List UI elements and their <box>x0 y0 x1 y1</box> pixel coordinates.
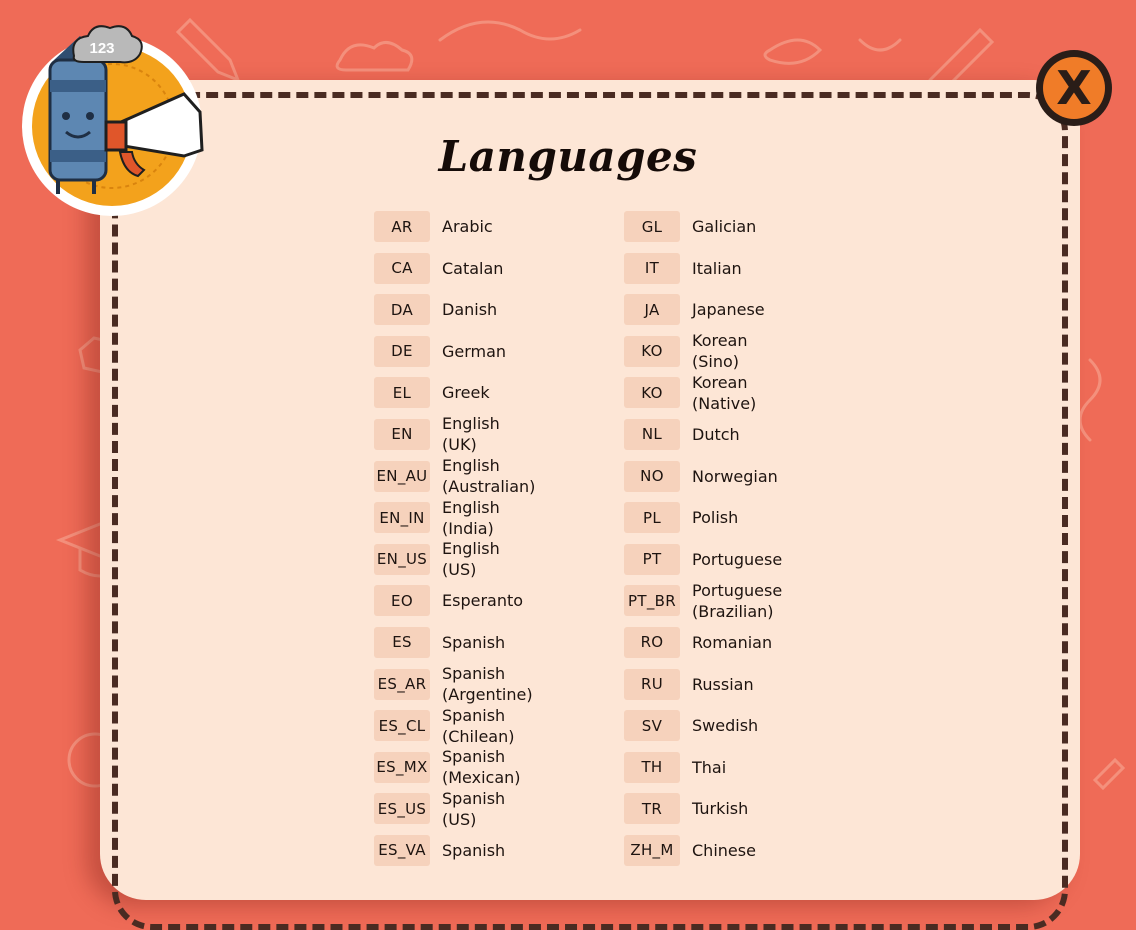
language-code: ES_MX <box>374 752 430 783</box>
language-code: IT <box>624 253 680 284</box>
language-code: DE <box>374 336 430 367</box>
language-code: EN_IN <box>374 502 430 533</box>
language-code: EL <box>374 377 430 408</box>
language-code: SV <box>624 710 680 741</box>
language-name: Italian <box>692 258 742 278</box>
close-button[interactable] <box>1036 50 1112 126</box>
language-code: ZH_M <box>624 835 680 866</box>
language-name: Korean (Sino) <box>692 331 748 372</box>
language-name: Turkish <box>692 799 749 819</box>
language-code: ES_US <box>374 793 430 824</box>
language-name: Portuguese <box>692 549 783 569</box>
language-code: ES_CL <box>374 710 430 741</box>
language-code: AR <box>374 211 430 242</box>
language-name: English (Australian) <box>442 456 536 497</box>
language-code: EN_AU <box>374 461 430 492</box>
language-code: EO <box>374 585 430 616</box>
language-name: Japanese <box>692 300 765 320</box>
language-name: Spanish <box>442 840 506 860</box>
language-name: Greek <box>442 383 490 403</box>
language-name: Russian <box>692 674 754 694</box>
language-code: PT <box>624 544 680 575</box>
language-code: CA <box>374 253 430 284</box>
language-name: Thai <box>692 757 727 777</box>
language-code: EN <box>374 419 430 450</box>
language-name: Spanish (Argentine) <box>442 664 533 705</box>
language-code: ES_VA <box>374 835 430 866</box>
language-name: English (India) <box>442 497 500 538</box>
language-name: Portuguese (Brazilian) <box>692 580 783 621</box>
language-code: TH <box>624 752 680 783</box>
language-name: Spanish (Mexican) <box>442 747 521 788</box>
language-code: ES <box>374 627 430 658</box>
language-name: English (UK) <box>442 414 500 455</box>
language-code: NL <box>624 419 680 450</box>
language-name: Danish <box>442 300 498 320</box>
language-name: Arabic <box>442 217 493 236</box>
language-name: Galician <box>692 217 757 236</box>
language-name: Esperanto <box>442 591 524 611</box>
language-code: NO <box>624 461 680 492</box>
language-name: Korean (Native) <box>692 372 757 413</box>
language-name: Norwegian <box>692 466 778 486</box>
language-code: GL <box>624 211 680 242</box>
language-code: DA <box>374 294 430 325</box>
badge-label: 123 <box>89 40 115 57</box>
language-name: Romanian <box>692 632 773 652</box>
language-code: RO <box>624 627 680 658</box>
language-code: EN_US <box>374 544 430 575</box>
language-code: KO <box>624 377 680 408</box>
language-code: RU <box>624 669 680 700</box>
language-name: Dutch <box>692 424 740 444</box>
language-name: Spanish (Chilean) <box>442 705 515 746</box>
language-name: Swedish <box>692 716 759 736</box>
language-name: Spanish <box>442 632 506 652</box>
language-name: Spanish (US) <box>442 788 506 829</box>
close-icon <box>1043 57 1105 119</box>
language-name: Polish <box>692 508 739 528</box>
page-title: Languages <box>438 132 698 181</box>
language-code: KO <box>624 336 680 367</box>
language-code: ES_AR <box>374 669 430 700</box>
language-code: TR <box>624 793 680 824</box>
language-name: German <box>442 341 507 361</box>
crayon-megaphone-mascot-icon <box>14 22 214 218</box>
language-code: PT_BR <box>624 585 680 616</box>
language-name: Chinese <box>692 840 756 860</box>
close-label: X <box>1056 61 1092 115</box>
language-name: Catalan <box>442 258 504 278</box>
language-code: PL <box>624 502 680 533</box>
language-code: JA <box>624 294 680 325</box>
language-name: English (US) <box>442 539 500 580</box>
